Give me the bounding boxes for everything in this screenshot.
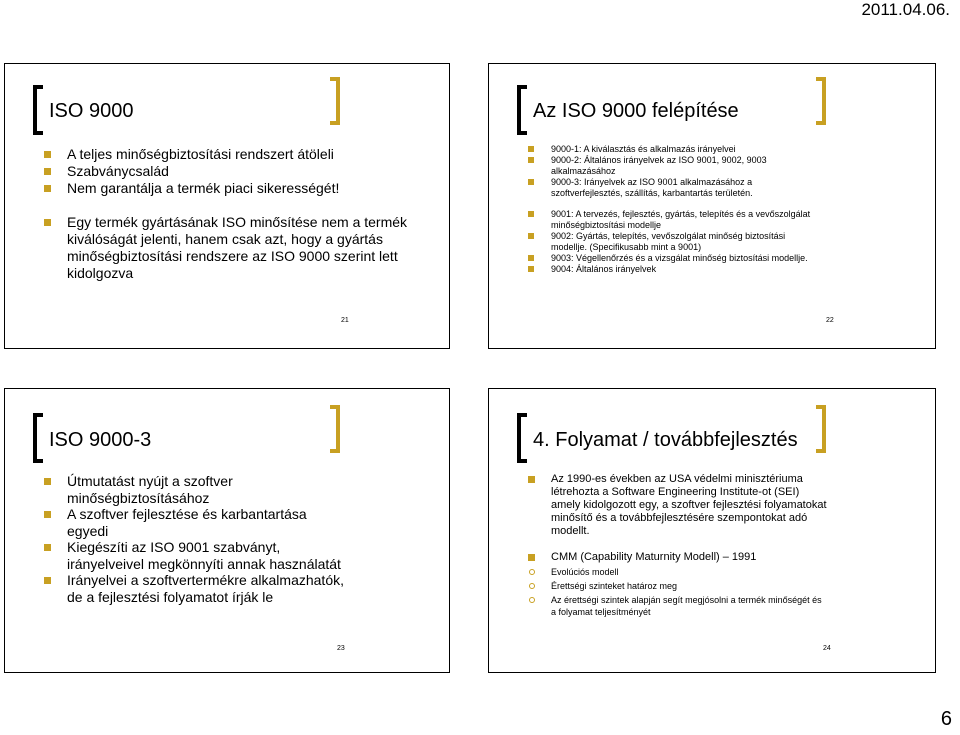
slide-title: Az ISO 9000 felépítése	[533, 100, 739, 122]
list-item: Szabványcsalád	[44, 163, 439, 180]
list-item: Útmutatást nyújt a szoftver minőségbiztosításához	[44, 473, 344, 506]
bracket-right-icon	[816, 77, 826, 125]
bullet-square-icon	[44, 219, 51, 226]
bullet-square-icon	[44, 151, 51, 158]
bullet-square-icon	[44, 577, 51, 584]
list-item: 9000-3: Irányelvek az ISO 9001 alkalmazásához a szoftverfejlesztés, szállítás, karbantartás területén.	[528, 177, 818, 199]
slide-number: 21	[341, 317, 349, 324]
list-item: 9001: A tervezés, fejlesztés, gyártás, telepítés és a vevőszolgálat minőségbiztosítási modellje	[528, 209, 818, 231]
list-item: Egy termék gyártásának ISO minősítése nem a termék kiválóságát jelenti, hanem csak azt, hogy a gyártás minőségbiztosítási rendszere az ISO 9000 szerint lett kidolgozva	[44, 214, 439, 282]
slide-22	[488, 63, 936, 349]
slide-number: 23	[337, 645, 345, 652]
bracket-right-icon	[330, 405, 340, 453]
slide-title: ISO 9000	[49, 100, 134, 122]
list-item: 9000-2: Általános irányelvek az ISO 9001, 9002, 9003 alkalmazásához	[528, 155, 818, 177]
bullet-square-icon	[44, 168, 51, 175]
bullet-square-icon	[528, 476, 535, 483]
slide-number: 24	[823, 645, 831, 652]
slide-title: 4. Folyamat / továbbfejlesztés	[533, 429, 798, 451]
slide-21	[4, 63, 450, 349]
list-item: A szoftver fejlesztése és karbantartása egyedi	[44, 506, 344, 539]
slide-title: ISO 9000-3	[49, 429, 152, 451]
bullet-square-icon	[528, 554, 535, 561]
list-item: Az 1990-es években az USA védelmi minisztériuma létrehozta a Software Engineering Institute-ot (SEI) amely kidolgozott egy, a szoftver fejlesztési folyamatokat minősítő és a továbbfejlesztésére szempontokat adó modellt.	[528, 473, 828, 538]
bullet-square-icon	[44, 185, 51, 192]
list-item: 9002: Gyártás, telepítés, vevőszolgálat minőség biztosítási modellje. (Specifikusabb mint a 9001)	[528, 231, 818, 253]
bullet-square-icon	[44, 478, 51, 485]
bullet-square-icon	[528, 233, 534, 239]
list-item: 9003: Végellenőrzés és a vizsgálat minőség biztosítási modellje.	[528, 253, 818, 264]
list-item: CMM (Capability Maturnity Modell) – 1991	[528, 551, 828, 564]
sub-list-item: Az érettségi szintek alapján segít megjósolni a termék minőségét és a folyamat teljesítményét	[528, 594, 828, 618]
bullet-square-icon	[528, 255, 534, 261]
list-item: Kiegészíti az ISO 9001 szabványt, irányelveivel megkönnyíti annak használatát	[44, 539, 344, 572]
bullet-square-icon	[528, 157, 534, 163]
bullet-square-icon	[528, 266, 534, 272]
bracket-right-icon	[816, 405, 826, 453]
bullet-list	[528, 144, 818, 275]
bullet-list	[44, 473, 344, 605]
bracket-left-icon	[33, 85, 43, 135]
bullet-square-icon	[528, 179, 534, 185]
slide-number: 22	[826, 317, 834, 324]
bullet-circle-icon	[529, 569, 535, 575]
list-item: A teljes minőségbiztosítási rendszert átöleli	[44, 146, 439, 163]
list-item: 9004: Általános irányelvek	[528, 264, 818, 275]
bullet-square-icon	[528, 211, 534, 217]
bracket-right-icon	[330, 77, 340, 125]
bullet-list	[528, 473, 828, 618]
slide-23	[4, 388, 450, 673]
page-date: 2011.04.06.	[861, 0, 950, 19]
list-item: Nem garantálja a termék piaci sikerességét!	[44, 180, 439, 197]
bullet-square-icon	[528, 146, 534, 152]
sub-list-item: Evolúciós modell	[528, 566, 828, 578]
bullet-square-icon	[44, 544, 51, 551]
bracket-left-icon	[517, 85, 527, 135]
slide-24	[488, 388, 936, 673]
bullet-square-icon	[44, 511, 51, 518]
page-number: 6	[940, 708, 952, 730]
bullet-list	[44, 146, 439, 282]
sub-list-item: Érettségi szinteket határoz meg	[528, 580, 828, 592]
bracket-left-icon	[33, 413, 43, 463]
list-item: 9000-1: A kiválasztás és alkalmazás irányelvei	[528, 144, 818, 155]
bracket-left-icon	[517, 413, 527, 463]
list-item: Irányelvei a szoftvertermékre alkalmazhatók, de a fejlesztési folyamatot írják le	[44, 572, 344, 605]
bullet-circle-icon	[529, 583, 535, 589]
bullet-circle-icon	[529, 597, 535, 603]
